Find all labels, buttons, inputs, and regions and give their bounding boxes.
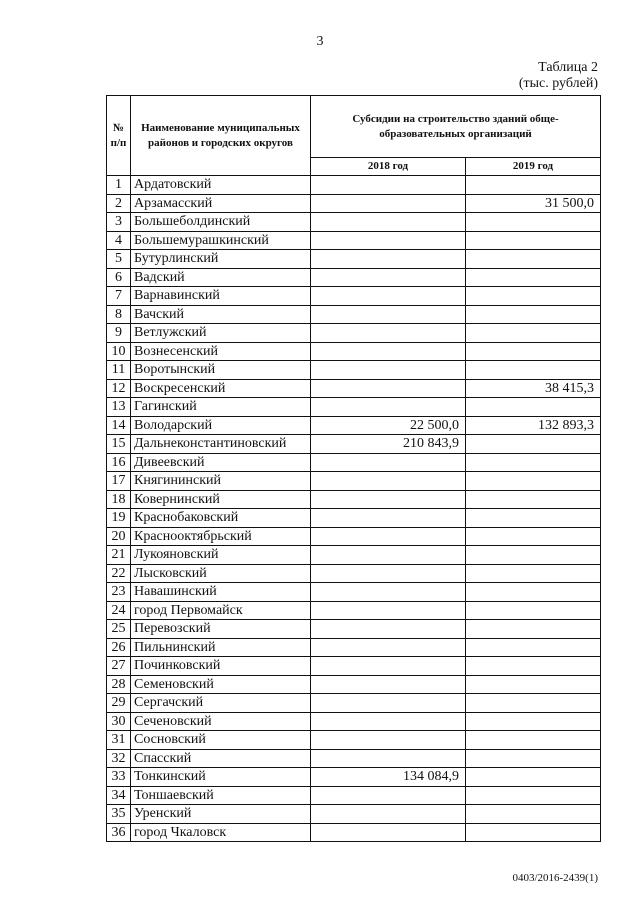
row-value-2018	[311, 194, 466, 213]
row-district-name: Семеновский	[131, 675, 311, 694]
row-value-2019	[466, 823, 601, 842]
row-value-2019	[466, 620, 601, 639]
row-value-2019	[466, 638, 601, 657]
row-number: 28	[107, 675, 131, 694]
table-row	[107, 435, 601, 454]
row-number: 18	[107, 490, 131, 509]
row-value-2018	[311, 638, 466, 657]
row-district-name: Сеченовский	[131, 712, 311, 731]
table-units: (тыс. рублей)	[518, 76, 598, 91]
table-row	[107, 601, 601, 620]
row-number: 23	[107, 583, 131, 602]
row-value-2018	[311, 453, 466, 472]
page-number: 3	[316, 34, 324, 49]
row-value-2018	[311, 287, 466, 306]
row-value-2019	[466, 287, 601, 306]
table-row	[107, 379, 601, 398]
row-value-2018	[311, 342, 466, 361]
row-value-2019	[466, 694, 601, 713]
table-row	[107, 194, 601, 213]
table-row	[107, 638, 601, 657]
table-row	[107, 213, 601, 232]
row-value-2019: 38 415,3	[466, 379, 601, 398]
table-row	[107, 453, 601, 472]
row-number: 24	[107, 601, 131, 620]
header-name: Наименование муниципальных районов и городских округов	[131, 96, 311, 176]
row-value-2019	[466, 342, 601, 361]
row-number: 16	[107, 453, 131, 472]
row-number: 8	[107, 305, 131, 324]
document-code: 0403/2016-2439(1)	[512, 872, 598, 884]
row-number: 19	[107, 509, 131, 528]
row-value-2018	[311, 601, 466, 620]
row-number: 11	[107, 361, 131, 380]
row-district-name: Краснобаковский	[131, 509, 311, 528]
table-row	[107, 416, 601, 435]
row-number: 36	[107, 823, 131, 842]
row-number: 30	[107, 712, 131, 731]
table-row	[107, 749, 601, 768]
row-value-2018	[311, 805, 466, 824]
row-district-name: Вознесенский	[131, 342, 311, 361]
row-number: 10	[107, 342, 131, 361]
row-district-name: Сосновский	[131, 731, 311, 750]
row-value-2018	[311, 250, 466, 269]
row-district-name: Дивеевский	[131, 453, 311, 472]
row-value-2019	[466, 601, 601, 620]
row-number: 27	[107, 657, 131, 676]
row-value-2019: 132 893,3	[466, 416, 601, 435]
row-number: 17	[107, 472, 131, 491]
row-district-name: Лысковский	[131, 564, 311, 583]
row-value-2019	[466, 324, 601, 343]
row-number: 32	[107, 749, 131, 768]
table-caption	[519, 60, 598, 92]
header-num: № п/п	[107, 96, 131, 176]
row-value-2018	[311, 546, 466, 565]
row-number: 14	[107, 416, 131, 435]
table-row	[107, 176, 601, 195]
table-row	[107, 805, 601, 824]
row-value-2019	[466, 213, 601, 232]
row-district-name: Бутурлинский	[131, 250, 311, 269]
row-value-2019	[466, 768, 601, 787]
row-district-name: Княгининский	[131, 472, 311, 491]
table-row	[107, 287, 601, 306]
row-value-2019	[466, 583, 601, 602]
table-row	[107, 250, 601, 269]
row-number: 4	[107, 231, 131, 250]
row-number: 21	[107, 546, 131, 565]
table-row	[107, 509, 601, 528]
row-value-2019	[466, 805, 601, 824]
row-value-2019	[466, 675, 601, 694]
row-value-2018	[311, 564, 466, 583]
row-value-2019	[466, 527, 601, 546]
table-row	[107, 564, 601, 583]
table-row	[107, 324, 601, 343]
row-value-2018: 210 843,9	[311, 435, 466, 454]
row-value-2018: 134 084,9	[311, 768, 466, 787]
row-value-2019	[466, 453, 601, 472]
row-value-2019	[466, 361, 601, 380]
row-number: 33	[107, 768, 131, 787]
row-value-2019	[466, 712, 601, 731]
row-value-2019	[466, 546, 601, 565]
table-row	[107, 675, 601, 694]
row-value-2018	[311, 268, 466, 287]
row-value-2018	[311, 324, 466, 343]
row-value-2019	[466, 786, 601, 805]
row-number: 34	[107, 786, 131, 805]
row-district-name: Воротынский	[131, 361, 311, 380]
row-district-name: Воскресенский	[131, 379, 311, 398]
table-row	[107, 620, 601, 639]
row-number: 15	[107, 435, 131, 454]
table-row	[107, 398, 601, 417]
row-number: 31	[107, 731, 131, 750]
row-number: 26	[107, 638, 131, 657]
table-row	[107, 527, 601, 546]
row-value-2018	[311, 620, 466, 639]
table-row	[107, 694, 601, 713]
row-number: 29	[107, 694, 131, 713]
row-district-name: Починковский	[131, 657, 311, 676]
row-value-2018	[311, 527, 466, 546]
table-label: Таблица 2	[538, 60, 598, 75]
row-value-2018	[311, 361, 466, 380]
row-district-name: Володарский	[131, 416, 311, 435]
row-district-name: Сергачский	[131, 694, 311, 713]
table-row	[107, 712, 601, 731]
row-value-2019	[466, 231, 601, 250]
table-row	[107, 472, 601, 491]
row-number: 6	[107, 268, 131, 287]
row-number: 2	[107, 194, 131, 213]
table-row	[107, 268, 601, 287]
row-value-2019	[466, 472, 601, 491]
row-district-name: Варнавинский	[131, 287, 311, 306]
row-district-name: Пильнинский	[131, 638, 311, 657]
row-value-2019	[466, 731, 601, 750]
row-value-2018	[311, 657, 466, 676]
row-value-2018	[311, 213, 466, 232]
table-row	[107, 731, 601, 750]
row-value-2018	[311, 749, 466, 768]
row-district-name: Ковернинский	[131, 490, 311, 509]
row-value-2019	[466, 509, 601, 528]
row-district-name: Вачский	[131, 305, 311, 324]
row-value-2019	[466, 305, 601, 324]
row-district-name: Ветлужский	[131, 324, 311, 343]
row-district-name: Краснооктябрьский	[131, 527, 311, 546]
row-value-2018	[311, 305, 466, 324]
table-row	[107, 657, 601, 676]
table-row	[107, 305, 601, 324]
row-value-2018	[311, 712, 466, 731]
row-value-2019	[466, 490, 601, 509]
row-value-2018	[311, 231, 466, 250]
row-value-2019	[466, 398, 601, 417]
table-row	[107, 583, 601, 602]
row-value-2018	[311, 823, 466, 842]
row-value-2019	[466, 176, 601, 195]
table-row	[107, 823, 601, 842]
subsidy-table	[106, 95, 601, 842]
row-value-2019	[466, 250, 601, 269]
row-value-2018	[311, 398, 466, 417]
row-district-name: Перевозский	[131, 620, 311, 639]
row-value-2018	[311, 472, 466, 491]
row-value-2018	[311, 176, 466, 195]
row-value-2019: 31 500,0	[466, 194, 601, 213]
row-district-name: Навашинский	[131, 583, 311, 602]
row-number: 1	[107, 176, 131, 195]
row-district-name: Дальнеконстантиновский	[131, 435, 311, 454]
row-value-2018	[311, 490, 466, 509]
row-number: 13	[107, 398, 131, 417]
row-district-name: город Первомайск	[131, 601, 311, 620]
row-value-2018	[311, 786, 466, 805]
row-district-name: Ардатовский	[131, 176, 311, 195]
row-number: 3	[107, 213, 131, 232]
table-row	[107, 786, 601, 805]
row-value-2019	[466, 564, 601, 583]
table-row	[107, 231, 601, 250]
row-value-2019	[466, 657, 601, 676]
row-district-name: Большемурашкинский	[131, 231, 311, 250]
header-subsidy: Субсидии на строительство зданий обще-образовательных организаций	[311, 96, 601, 158]
row-number: 9	[107, 324, 131, 343]
row-district-name: Уренский	[131, 805, 311, 824]
row-district-name: Гагинский	[131, 398, 311, 417]
row-number: 22	[107, 564, 131, 583]
row-number: 35	[107, 805, 131, 824]
row-value-2019	[466, 749, 601, 768]
row-district-name: Лукояновский	[131, 546, 311, 565]
row-district-name: Вадский	[131, 268, 311, 287]
table-row	[107, 768, 601, 787]
row-number: 7	[107, 287, 131, 306]
table-body	[107, 176, 601, 842]
row-value-2018	[311, 583, 466, 602]
row-number: 20	[107, 527, 131, 546]
row-value-2018	[311, 694, 466, 713]
row-value-2018: 22 500,0	[311, 416, 466, 435]
row-district-name: Большеболдинский	[131, 213, 311, 232]
row-value-2018	[311, 675, 466, 694]
row-district-name: Тонкинский	[131, 768, 311, 787]
row-district-name: Спасский	[131, 749, 311, 768]
row-value-2019	[466, 268, 601, 287]
row-value-2018	[311, 509, 466, 528]
row-district-name: Арзамасский	[131, 194, 311, 213]
table-row	[107, 490, 601, 509]
row-district-name: город Чкаловск	[131, 823, 311, 842]
row-value-2018	[311, 379, 466, 398]
table-row	[107, 546, 601, 565]
header-year-2019: 2019 год	[466, 158, 601, 176]
table-row	[107, 361, 601, 380]
row-number: 5	[107, 250, 131, 269]
row-district-name: Тоншаевский	[131, 786, 311, 805]
table-row	[107, 342, 601, 361]
row-number: 12	[107, 379, 131, 398]
header-year-2018: 2018 год	[311, 158, 466, 176]
row-number: 25	[107, 620, 131, 639]
row-value-2019	[466, 435, 601, 454]
row-value-2018	[311, 731, 466, 750]
